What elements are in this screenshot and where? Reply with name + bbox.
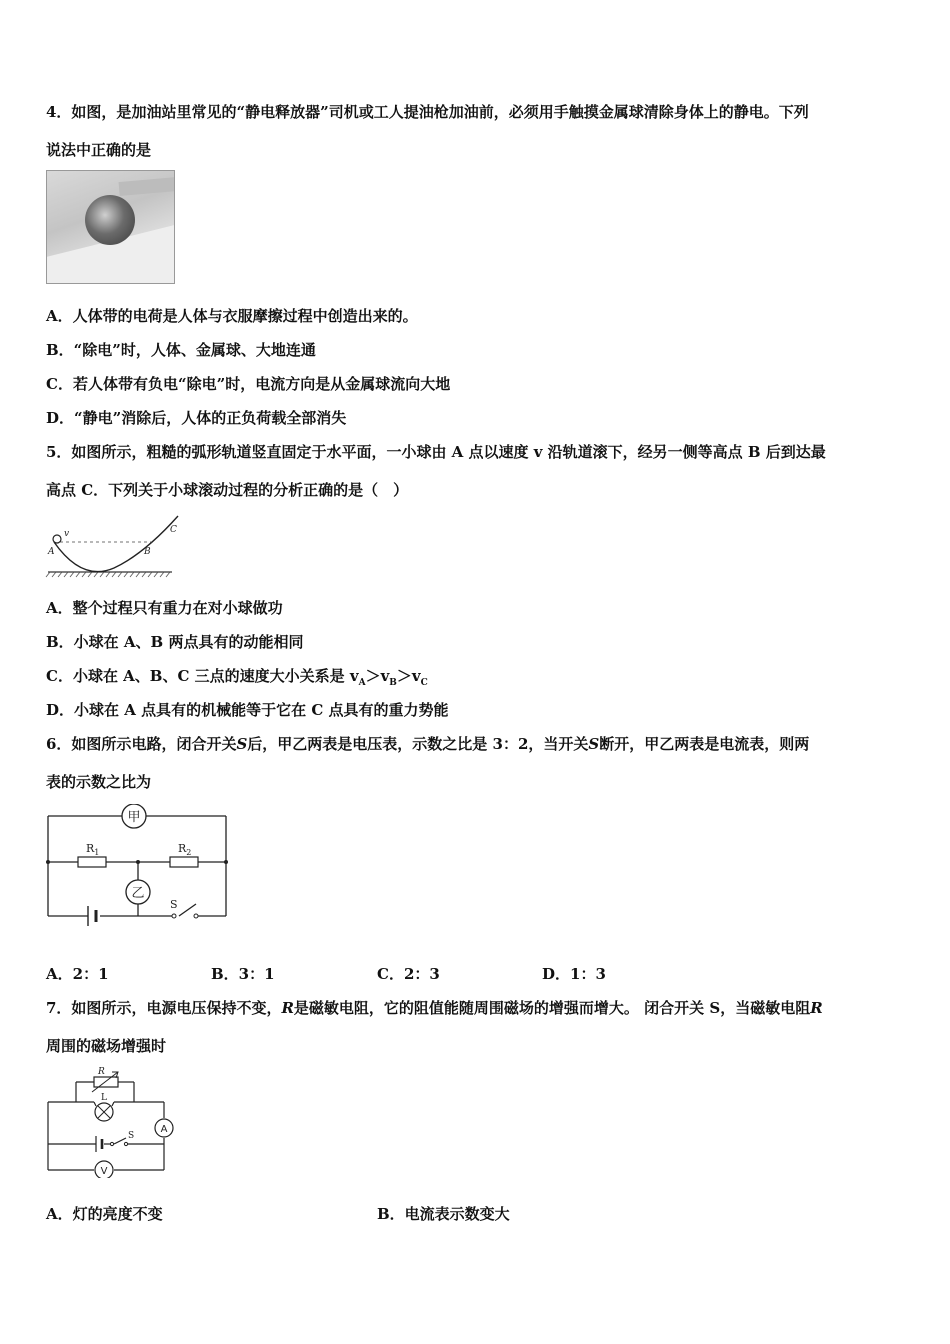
meter-jia-label: 甲 xyxy=(127,810,141,825)
q6-stem-line2: 表的示数之比为 xyxy=(46,773,152,791)
q4-stem-line1: 4．如图，是加油站里常见的“静电释放器”司机或工人提油枪加油前，必须用手触摸金属球清除身体上的静电。下列 xyxy=(46,103,809,121)
q6-circuit-diagram xyxy=(44,804,234,934)
q5-option-a: A．整个过程只有重力在对小球做功 xyxy=(46,599,283,617)
switch-label: S xyxy=(170,898,178,911)
label-b: B xyxy=(144,547,151,557)
arc-track-diagram xyxy=(44,512,184,578)
q7-circuit-diagram xyxy=(44,1066,184,1178)
r1-label: $R_1$ xyxy=(86,842,100,857)
q4-option-c: C．若人体带有负电“除电”时，电流方向是从金属球流向大地 xyxy=(46,375,451,393)
s-label: S xyxy=(128,1131,135,1141)
meter-yi-label: 乙 xyxy=(131,886,145,901)
static-discharger-photo xyxy=(46,170,175,284)
q5-option-c: C．小球在 A、B、C 三点的速度大小关系是 $v_A>v_B>v_C$ xyxy=(46,667,428,688)
l-label: L xyxy=(101,1093,107,1103)
q6-option-d: D．1：3 xyxy=(542,965,606,983)
q6-option-c: C．2：3 xyxy=(377,965,440,983)
q4-stem-line2: 说法中正确的是 xyxy=(46,141,152,159)
magnetoresistor-r xyxy=(94,1077,118,1087)
q6-stem-line1: 6．如图所示电路，闭合开关S后，甲乙两表是电压表，示数之比是 3：2，当开关S断开，甲乙两表是电流表，则两 xyxy=(46,735,810,753)
r2-label: $R_2$ xyxy=(178,842,192,857)
ball xyxy=(53,535,61,543)
label-a: A xyxy=(48,547,55,557)
resistor-r1 xyxy=(78,857,106,867)
resistor-r2 xyxy=(170,857,198,867)
q5-option-b: B．小球在 A、B 两点具有的动能相同 xyxy=(46,633,304,651)
label-c: C xyxy=(170,525,177,535)
label-v: v xyxy=(64,529,70,539)
q7-option-a: A．灯的亮度不变 xyxy=(46,1205,163,1223)
q7-option-b: B．电流表示数变大 xyxy=(377,1205,510,1223)
voltmeter-label: V xyxy=(100,1166,108,1177)
q4-option-a: A．人体带的电荷是人体与衣服摩擦过程中创造出来的。 xyxy=(46,307,418,325)
q6-option-a: A．2：1 xyxy=(46,965,109,983)
ammeter-label: A xyxy=(160,1124,168,1135)
q6-option-b: B．3：1 xyxy=(211,965,275,983)
q7-stem-line2: 周围的磁场增强时 xyxy=(46,1037,167,1055)
q5-option-d: D．小球在 A 点具有的机械能等于它在 C 点具有的重力势能 xyxy=(46,701,449,719)
q4-option-d: D．“静电”消除后，人体的正负荷载全部消失 xyxy=(46,409,347,427)
q7-stem-line1: 7．如图所示，电源电压保持不变，R是磁敏电阻，它的阻值能随周围磁场的增强而增大。 闭合开关 S，当磁敏电阻R xyxy=(46,999,823,1017)
r-label: R xyxy=(98,1067,105,1077)
q5-stem-line2: 高点 C．下列关于小球滚动过程的分析正确的是（ ） xyxy=(46,481,409,499)
q5-stem-line1: 5．如图所示，粗糙的弧形轨道竖直固定于水平面，一小球由 A 点以速度 v 沿轨道滚下，经另一侧等高点 B 后到达最 xyxy=(46,443,826,461)
q4-option-b: B．“除电”时，人体、金属球、大地连通 xyxy=(46,341,316,359)
